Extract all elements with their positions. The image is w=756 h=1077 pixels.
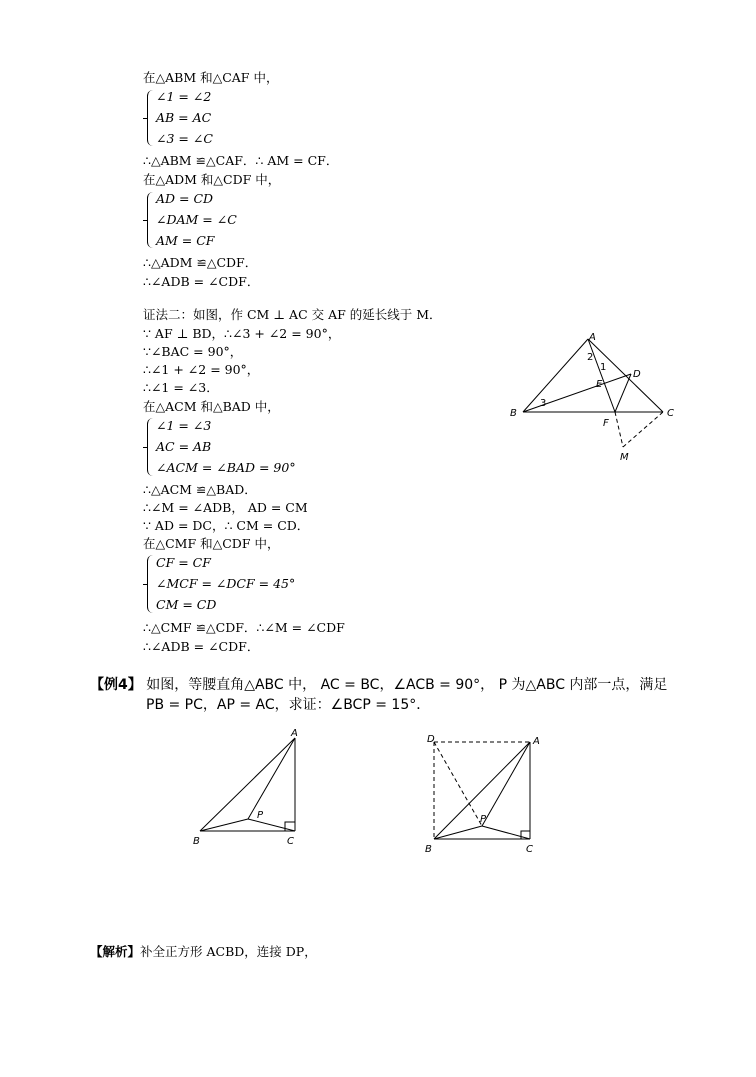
label-D: D xyxy=(427,734,435,745)
label-A: A xyxy=(589,332,596,343)
text-line: ∵∠BAC = 90°， xyxy=(143,344,243,359)
label-C: C xyxy=(526,844,533,855)
system-line: AC = AB xyxy=(156,439,212,454)
system-line: ∠ACM = ∠BAD = 90° xyxy=(156,460,296,475)
system-line: AM = CF xyxy=(156,233,215,248)
label-F: F xyxy=(603,418,609,429)
text-line: ∴△ACM ≌△BAD． xyxy=(143,482,257,497)
label-M: M xyxy=(620,452,629,463)
text-line: ∴∠1 = ∠3． xyxy=(143,380,219,395)
text-line: 证法二：如图，作 CM ⊥ AC 交 AF 的延长线于 M． xyxy=(143,307,442,322)
system-line: ∠1 = ∠3 xyxy=(156,418,212,433)
analysis-line: 【解析】补全正方形 ACBD，连接 DP， xyxy=(90,944,317,959)
text-line: ∵ AD = DC，∴ CM = CD． xyxy=(143,518,310,533)
text-line: 在△ABM 和△CAF 中， xyxy=(143,70,279,85)
text-line: ∴△CMF ≌△CDF．∴∠M = ∠CDF xyxy=(143,620,345,635)
text-line: ∴∠M = ∠ADB， AD = CM xyxy=(143,500,308,515)
label-B: B xyxy=(193,836,200,847)
system-line: AD = CD xyxy=(156,191,214,206)
text-line: ∴∠ADB = ∠CDF． xyxy=(143,639,260,654)
system-brace xyxy=(147,192,154,248)
system-line: CM = CD xyxy=(156,597,217,612)
text-line: ∵ AF ⊥ BD，∴∠3 + ∠2 = 90°， xyxy=(143,326,341,341)
label-C: C xyxy=(667,408,674,419)
system-line: ∠MCF = ∠DCF = 45° xyxy=(156,576,296,591)
system-brace xyxy=(147,418,154,476)
text-line: 在△CMF 和△CDF 中， xyxy=(143,536,280,551)
system-line: ∠1 = ∠2 xyxy=(156,89,212,104)
text-line: 在△ACM 和△BAD 中， xyxy=(143,399,280,414)
example-4-line2: PB = PC，AP = AC，求证：∠BCP = 15°． xyxy=(146,697,431,713)
system-brace xyxy=(147,90,154,146)
system-line: ∠3 = ∠C xyxy=(156,131,213,146)
example-4-line1: 【例4】 如图，等腰直角△ABC 中， AC = BC，∠ACB = 90°， P 为△ABC 内部一点，满足 xyxy=(90,677,668,693)
figure-isosceles-right-triangle xyxy=(185,728,315,853)
label-C: C xyxy=(287,836,294,847)
text-line: ∴∠1 + ∠2 = 90°， xyxy=(143,362,260,377)
label-P: P xyxy=(480,814,487,825)
label-3: 3 xyxy=(540,398,547,409)
label-D: D xyxy=(633,369,641,380)
figure-triangle-abc-proof xyxy=(505,330,685,470)
label-2: 2 xyxy=(587,352,594,363)
text-line: ∴△ABM ≌△CAF．∴ AM = CF． xyxy=(143,153,339,168)
text-line: ∴∠ADB = ∠CDF． xyxy=(143,274,260,289)
system-line: AB = AC xyxy=(156,110,212,125)
text-line: ∴△ADM ≌△CDF． xyxy=(143,255,258,270)
label-A: A xyxy=(533,736,540,747)
label-B: B xyxy=(425,844,432,855)
label-B: B xyxy=(510,408,517,419)
system-brace xyxy=(147,555,154,613)
label-P: P xyxy=(257,810,264,821)
system-line: CF = CF xyxy=(156,555,211,570)
system-line: ∠DAM = ∠C xyxy=(156,212,237,227)
label-E: E xyxy=(596,379,603,390)
figure-square-acbd xyxy=(420,728,550,856)
text-line: 在△ADM 和△CDF 中， xyxy=(143,172,281,187)
label-1: 1 xyxy=(600,362,607,373)
label-A: A xyxy=(291,728,298,739)
